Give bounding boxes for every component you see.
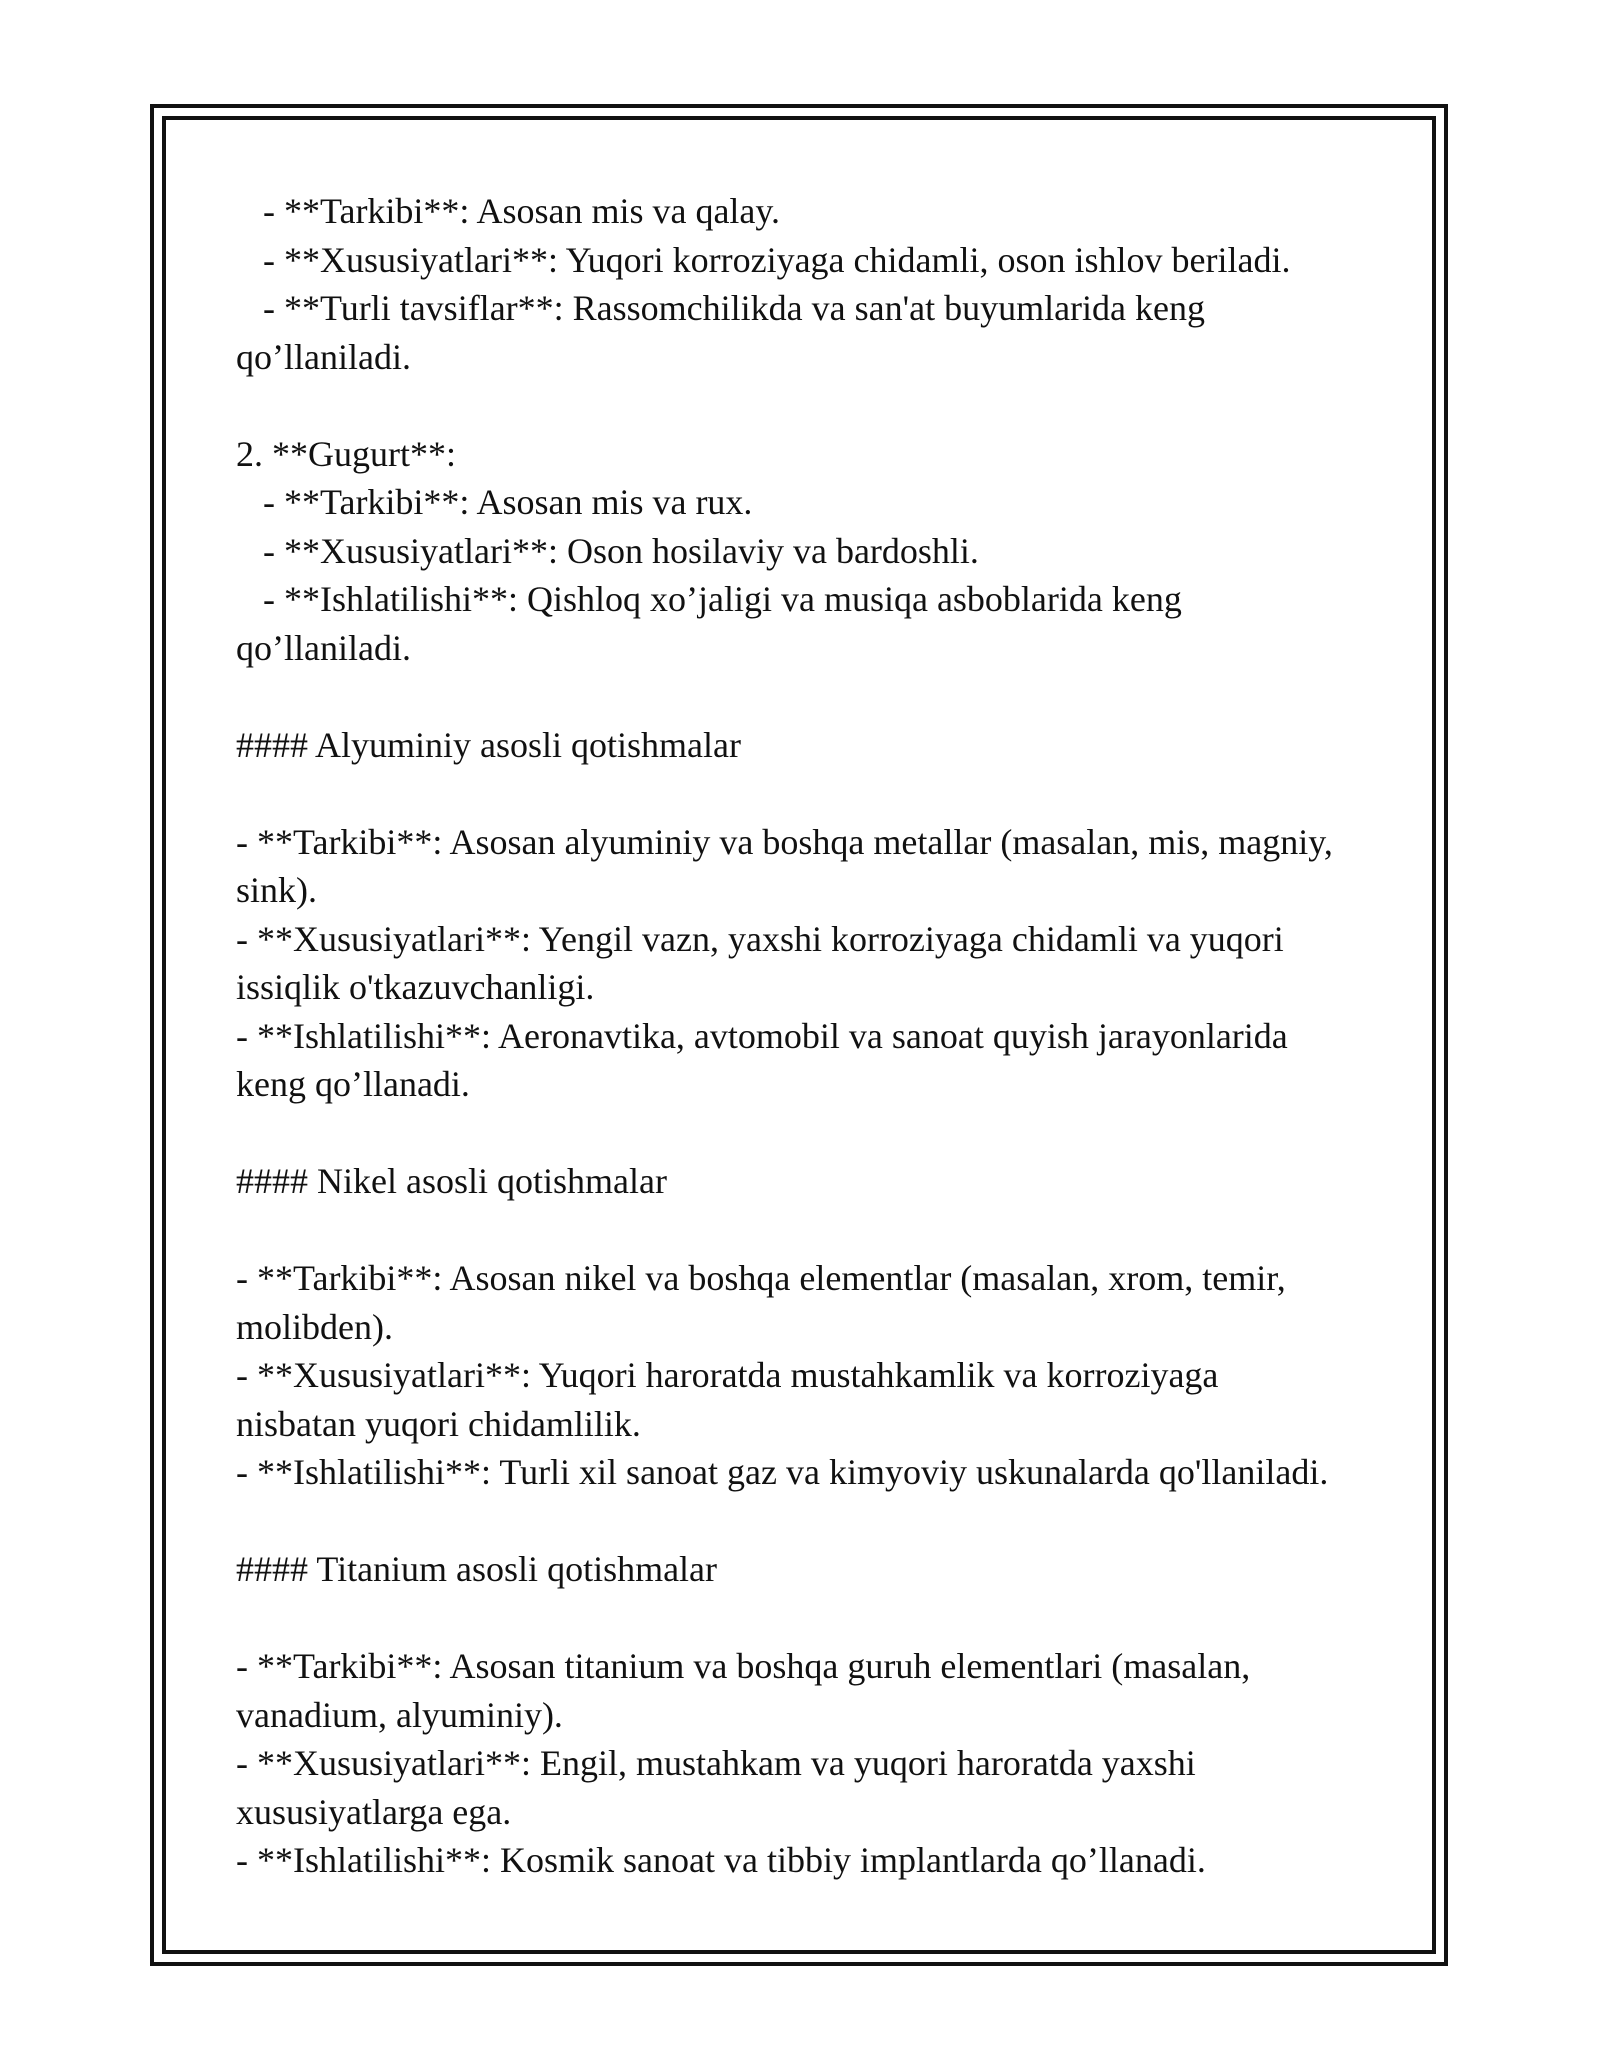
section-heading: #### Nikel asosli qotishmalar bbox=[236, 1161, 667, 1201]
text-line: - **Xususiyatlari**: Yengil vazn, yaxshi korroziyaga chidamli va yuqori bbox=[236, 918, 1284, 959]
text-line: sink). bbox=[236, 870, 317, 910]
text-line: keng qo’llanadi. bbox=[236, 1064, 470, 1104]
text-line: - **Ishlatilishi**: Kosmik sanoat va tibbiy implantlarda qo’llanadi. bbox=[236, 1840, 1206, 1880]
blank-line bbox=[236, 1109, 1386, 1158]
text-line: - **Ishlatilishi**: Aeronavtika, avtomobil va sanoat quyish jarayonlarida bbox=[236, 1015, 1288, 1056]
blank-line bbox=[236, 1206, 1386, 1255]
text-line: issiqlik o'tkazuvchanligi. bbox=[236, 967, 595, 1007]
text-line: - **Xususiyatlari**: Yuqori korroziyaga chidamli, oson ishlov beriladi. bbox=[236, 239, 1291, 280]
text-line: - **Ishlatilishi**: Turli xil sanoat gaz va kimyoviy uskunalarda qo'llaniladi. bbox=[236, 1452, 1329, 1492]
blank-line bbox=[236, 769, 1386, 818]
text-line: - **Tarkibi**: Asosan titanium va boshqa guruh elementlari (masalan, bbox=[236, 1646, 1251, 1686]
text-line: qo’llaniladi. bbox=[236, 627, 411, 668]
text-line: nisbatan yuqori chidamlilik. bbox=[236, 1403, 641, 1444]
text-line: 2. **Gugurt**: bbox=[236, 433, 456, 474]
blank-line bbox=[236, 672, 1386, 721]
text-line: - **Xususiyatlari**: Oson hosilaviy va bardoshli. bbox=[236, 530, 979, 571]
text-line: - **Tarkibi**: Asosan mis va qalay. bbox=[236, 191, 781, 231]
blank-line bbox=[236, 1594, 1386, 1643]
text-line: vanadium, alyuminiy). bbox=[236, 1694, 563, 1735]
text-line: - **Tarkibi**: Asosan alyuminiy va boshqa metallar (masalan, mis, magniy, bbox=[236, 821, 1333, 862]
section-heading: #### Titanium asosli qotishmalar bbox=[236, 1549, 718, 1589]
text-line: - **Tarkibi**: Asosan mis va rux. bbox=[236, 482, 753, 522]
text-line: - **Ishlatilishi**: Qishloq xo’jaligi va musiqa asboblarida keng bbox=[236, 579, 1182, 619]
blank-line bbox=[236, 381, 1386, 430]
text-line: qo’llaniladi. bbox=[236, 336, 411, 377]
text-line: - **Turli tavsiflar**: Rassomchilikda va san'at buyumlarida keng bbox=[236, 288, 1205, 328]
text-line: molibden). bbox=[236, 1306, 393, 1347]
section-heading: #### Alyuminiy asosli qotishmalar bbox=[236, 724, 741, 765]
blank-line bbox=[236, 1497, 1386, 1546]
text-line: - **Xususiyatlari**: Engil, mustahkam va yuqori haroratda yaxshi bbox=[236, 1743, 1196, 1783]
text-line: - **Xususiyatlari**: Yuqori haroratda mustahkamlik va korroziyaga bbox=[236, 1355, 1219, 1395]
document-body bbox=[236, 187, 1386, 1885]
text-line: - **Tarkibi**: Asosan nikel va boshqa elementlar (masalan, xrom, temir, bbox=[236, 1258, 1286, 1298]
text-line: xususiyatlarga ega. bbox=[236, 1791, 512, 1832]
